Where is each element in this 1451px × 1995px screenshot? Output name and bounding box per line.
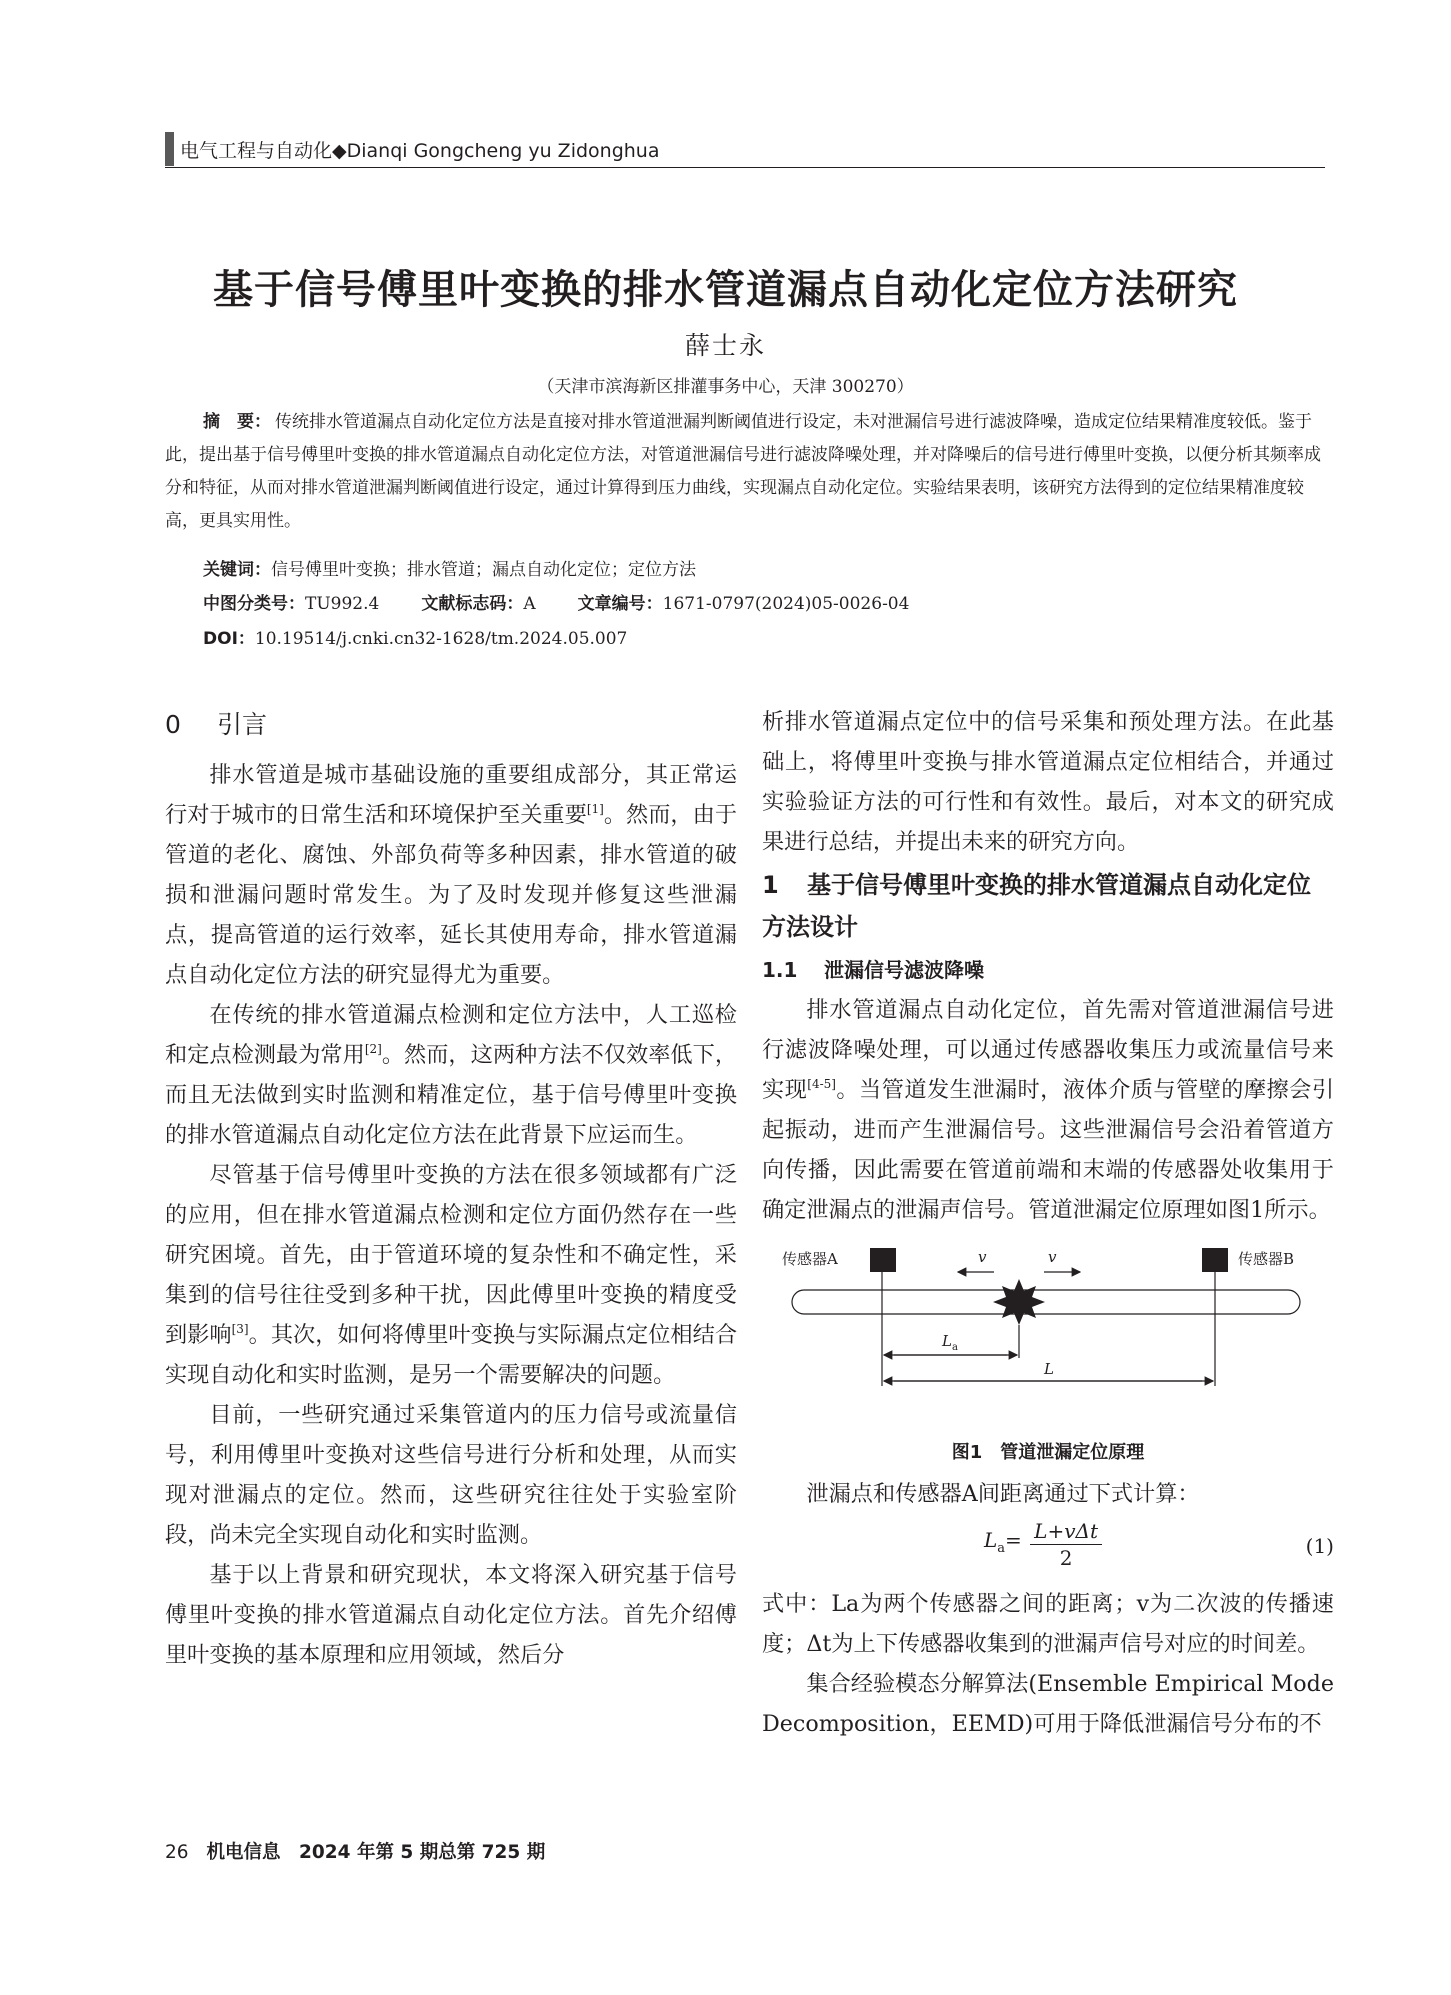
subsection-heading-1-1 — [762, 950, 1334, 990]
doc-code-label: 文献标志码： — [421, 594, 524, 614]
classification-row — [203, 592, 909, 616]
equation-body: $L_a=$ L+vΔt 2 — [984, 1518, 1102, 1571]
paragraph: 析排水管道漏点定位中的信号采集和预处理方法。在此基础上，将傅里叶变换与排水管道漏点定位相结合，并通过实验验证方法的可行性和有效性。最后，对本文的研究成果进行总结，并提出未来的研究方向。 — [762, 709, 1334, 855]
subsection-title: 泄漏信号滤波降噪 — [824, 958, 984, 982]
paragraph: 在传统的排水管道漏点检测和定位方法中，人工巡检和定点检测最为常用[2]。然而，这两种方法不仅效率低下，而且无法做到实时监测和精准定位，基于信号傅里叶变换的排水管道漏点自动化定位方法在此背景下应运而生。 — [165, 1002, 738, 1148]
keywords-text: 信号傅里叶变换；排水管道；漏点自动化定位；定位方法 — [271, 560, 696, 580]
paper-title: 基于信号傅里叶变换的排水管道漏点自动化定位方法研究 — [213, 267, 1238, 313]
subsection-number: 1.1 — [762, 958, 798, 982]
header-bar-mark — [165, 132, 174, 166]
paragraph: 泄漏点和传感器A间距离通过下式计算： — [806, 1481, 1200, 1507]
affiliation: （天津市滨海新区排灌事务中心，天津 300270） — [537, 377, 914, 397]
sensor-b-icon — [1202, 1248, 1228, 1272]
author: 薛士永 — [684, 331, 766, 360]
pipe-leak-diagram — [762, 1234, 1334, 1442]
header-rule — [165, 167, 1325, 168]
equation-denominator: 2 — [1059, 1546, 1073, 1570]
keywords — [203, 558, 696, 582]
paragraph: 基于以上背景和研究现状，本文将深入研究基于信号傅里叶变换的排水管道漏点自动化定位方法。首先介绍傅里叶变换的基本原理和应用领域，然后分 — [165, 1562, 737, 1668]
distance-l-label: L — [1044, 1360, 1054, 1378]
velocity-left-label: v — [978, 1248, 987, 1266]
article-number-label: 文章编号： — [577, 594, 663, 614]
figure-1 — [762, 1234, 1334, 1442]
section-number: 0 — [165, 710, 181, 739]
keywords-label: 关键词： — [203, 560, 271, 580]
citation: [1] — [586, 802, 604, 816]
clc-label: 中图分类号： — [203, 594, 305, 614]
abstract-text: 传统排水管道漏点自动化定位方法是直接对排水管道泄漏判断阈值进行设定，未对泄漏信号进行滤波降噪，造成定位结果精准度较低。鉴于此，提出基于信号傅里叶变换的排水管道漏点自动化定位方法，对管道泄漏信号进行滤波降噪处理，并对降噪后的信号进行傅里叶变换，以便分析其频率成分和特征，从而对排水管道泄漏判断阈值进行设定，通过计算得到压力曲线，实现漏点自动化定位。实验结果表明，该研究方法得到的定位结果精准度较高，更具实用性。 — [165, 412, 1321, 531]
page-footer — [165, 1838, 545, 1864]
abstract — [165, 406, 1325, 538]
left-column — [165, 705, 737, 1675]
sensor-b-label: 传感器B — [1238, 1250, 1295, 1268]
paragraph: 排水管道是城市基础设施的重要组成部分，其正常运行对于城市的日常生活和环境保护至关重要[1]。然而，由于管道的老化、腐蚀、外部负荷等多种因素，排水管道的破损和泄漏问题时常发生。为了及时发现并修复这些泄漏点，提高管道的运行效率，延长其使用寿命，排水管道漏点自动化定位方法的研究显得尤为重要。 — [165, 762, 738, 988]
right-column — [762, 702, 1334, 1744]
section-number: 1 — [762, 871, 779, 899]
equation-number: (1) — [1305, 1534, 1334, 1558]
sensor-a-icon — [870, 1248, 896, 1272]
paragraph: 尽管基于信号傅里叶变换的方法在很多领域都有广泛的应用，但在排水管道漏点检测和定位方面仍然存在一些研究困境。首先，由于管道环境的复杂性和不确定性，采集到的信号往往受到多种干扰，因此傅里叶变换的精度受到影响[3]。其次，如何将傅里叶变换与实际漏点定位相结合实现自动化和实时监测，是另一个需要解决的问题。 — [165, 1162, 738, 1388]
page-number: 26 — [165, 1842, 189, 1863]
citation: [2] — [364, 1042, 382, 1056]
doc-code-value: A — [523, 594, 536, 614]
clc-value: TU992.4 — [305, 594, 380, 614]
leak-point-icon — [993, 1279, 1045, 1325]
doi-value: 10.19514/j.cnki.cn32-1628/tm.2024.05.007 — [254, 629, 628, 649]
article-number-value: 1671-0797(2024)05-0026-04 — [662, 594, 910, 614]
paragraph: 目前，一些研究通过采集管道内的压力信号或流量信号，利用傅里叶变换对这些信号进行分析和处理，从而实现对泄漏点的定位。然而，这些研究往往处于实验室阶段，尚未完全实现自动化和实时监测。 — [165, 1402, 737, 1548]
section-heading-intro — [165, 705, 737, 745]
journal-issue: 机电信息 2024 年第 5 期总第 725 期 — [206, 1842, 546, 1863]
doi-label: DOI： — [203, 629, 255, 649]
doi-row — [203, 627, 627, 651]
section-heading-1 — [762, 864, 1334, 948]
running-header — [165, 133, 660, 165]
citation: [3] — [231, 1322, 249, 1336]
section-title: 基于信号傅里叶变换的排水管道漏点自动化定位方法设计 — [762, 871, 1311, 941]
velocity-right-label: v — [1048, 1248, 1057, 1266]
section-title: 引言 — [217, 710, 268, 739]
figure-caption: 图1 管道泄漏定位原理 — [951, 1442, 1145, 1463]
paragraph: 排水管道漏点自动化定位，首先需对管道泄漏信号进行滤波降噪处理，可以通过传感器收集压力或流量信号来实现[4-5]。当管道发生泄漏时，液体介质与管壁的摩擦会引起振动，进而产生泄漏信号。这些泄漏信号会沿着管道方向传播，因此需要在管道前端和末端的传感器处收集用于确定泄漏点的泄漏声信号。管道泄漏定位原理如图1所示。 — [762, 997, 1335, 1223]
citation: [4-5] — [807, 1077, 836, 1091]
running-header-text: 电气工程与自动化◆Dianqi Gongcheng yu Zidonghua — [180, 139, 660, 162]
distance-la-label: $L_a$ — [942, 1332, 958, 1353]
equation-1 — [762, 1514, 1334, 1584]
paragraph: 集合经验模态分解算法(Ensemble Empirical Mode Decomposition，EEMD)可用于降低泄漏信号分布的不 — [762, 1671, 1334, 1737]
sensor-a-label: 传感器A — [782, 1250, 838, 1268]
pipe-body — [792, 1290, 1300, 1314]
paragraph: 式中：La为两个传感器之间的距离；v为二次波的传播速度；Δt为上下传感器收集到的泄漏声信号对应的时间差。 — [762, 1591, 1334, 1657]
equation-numerator: L+vΔt — [1030, 1518, 1102, 1545]
abstract-label: 摘 要： — [203, 412, 271, 432]
